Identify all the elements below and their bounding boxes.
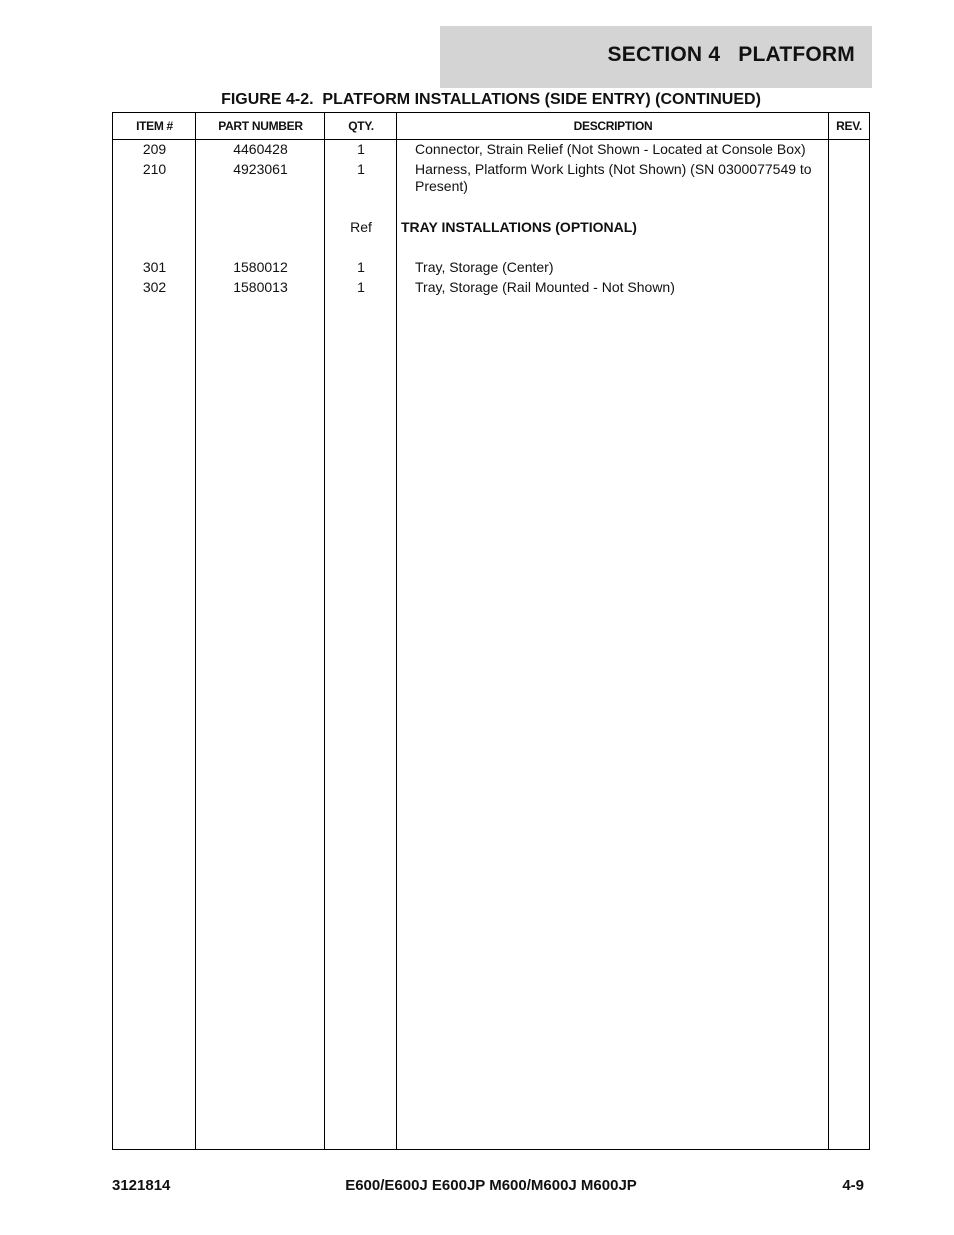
item-number: 301 [142, 259, 167, 275]
header-divider [113, 139, 869, 140]
quantity: Ref [350, 219, 372, 235]
column-header-qty: QTY. [348, 119, 374, 133]
part-number: 1580013 [233, 279, 288, 295]
parts-table [112, 112, 870, 1150]
column-header-rev: REV. [836, 119, 862, 133]
column-header-description: DESCRIPTION [573, 119, 653, 133]
description: Tray, Storage (Rail Mounted - Not Shown) [415, 279, 675, 295]
description: Connector, Strain Relief (Not Shown - Located at Console Box) [415, 141, 806, 157]
part-number: 4460428 [233, 141, 288, 157]
column-header-item: ITEM # [136, 119, 173, 133]
model-list: E600/E600J E600JP M600/M600J M600JP [345, 1177, 637, 1194]
quantity: 1 [357, 259, 365, 275]
item-number: 302 [142, 279, 167, 295]
part-number: 1580012 [233, 259, 288, 275]
figure-title: FIGURE 4-2. PLATFORM INSTALLATIONS (SIDE ENTRY) (CONTINUED) [221, 91, 761, 108]
part-number: 4923061 [233, 161, 288, 177]
item-number: 209 [142, 141, 167, 157]
page-number: 4-9 [842, 1177, 864, 1194]
column-divider [828, 113, 829, 1149]
quantity: 1 [357, 161, 365, 177]
group-heading: TRAY INSTALLATIONS (OPTIONAL) [401, 219, 637, 235]
page-footer [112, 1177, 870, 1197]
description: Harness, Platform Work Lights (Not Shown) (SN 0300077549 to Present) [415, 161, 812, 194]
column-header-part-number: PART NUMBER [218, 119, 303, 133]
section-title: SECTION 4 PLATFORM [607, 43, 855, 66]
quantity: 1 [357, 141, 365, 157]
document-number: 3121814 [112, 1177, 171, 1194]
item-number: 210 [142, 161, 167, 177]
section-banner [440, 26, 872, 88]
quantity: 1 [357, 279, 365, 295]
description: Tray, Storage (Center) [415, 259, 554, 275]
